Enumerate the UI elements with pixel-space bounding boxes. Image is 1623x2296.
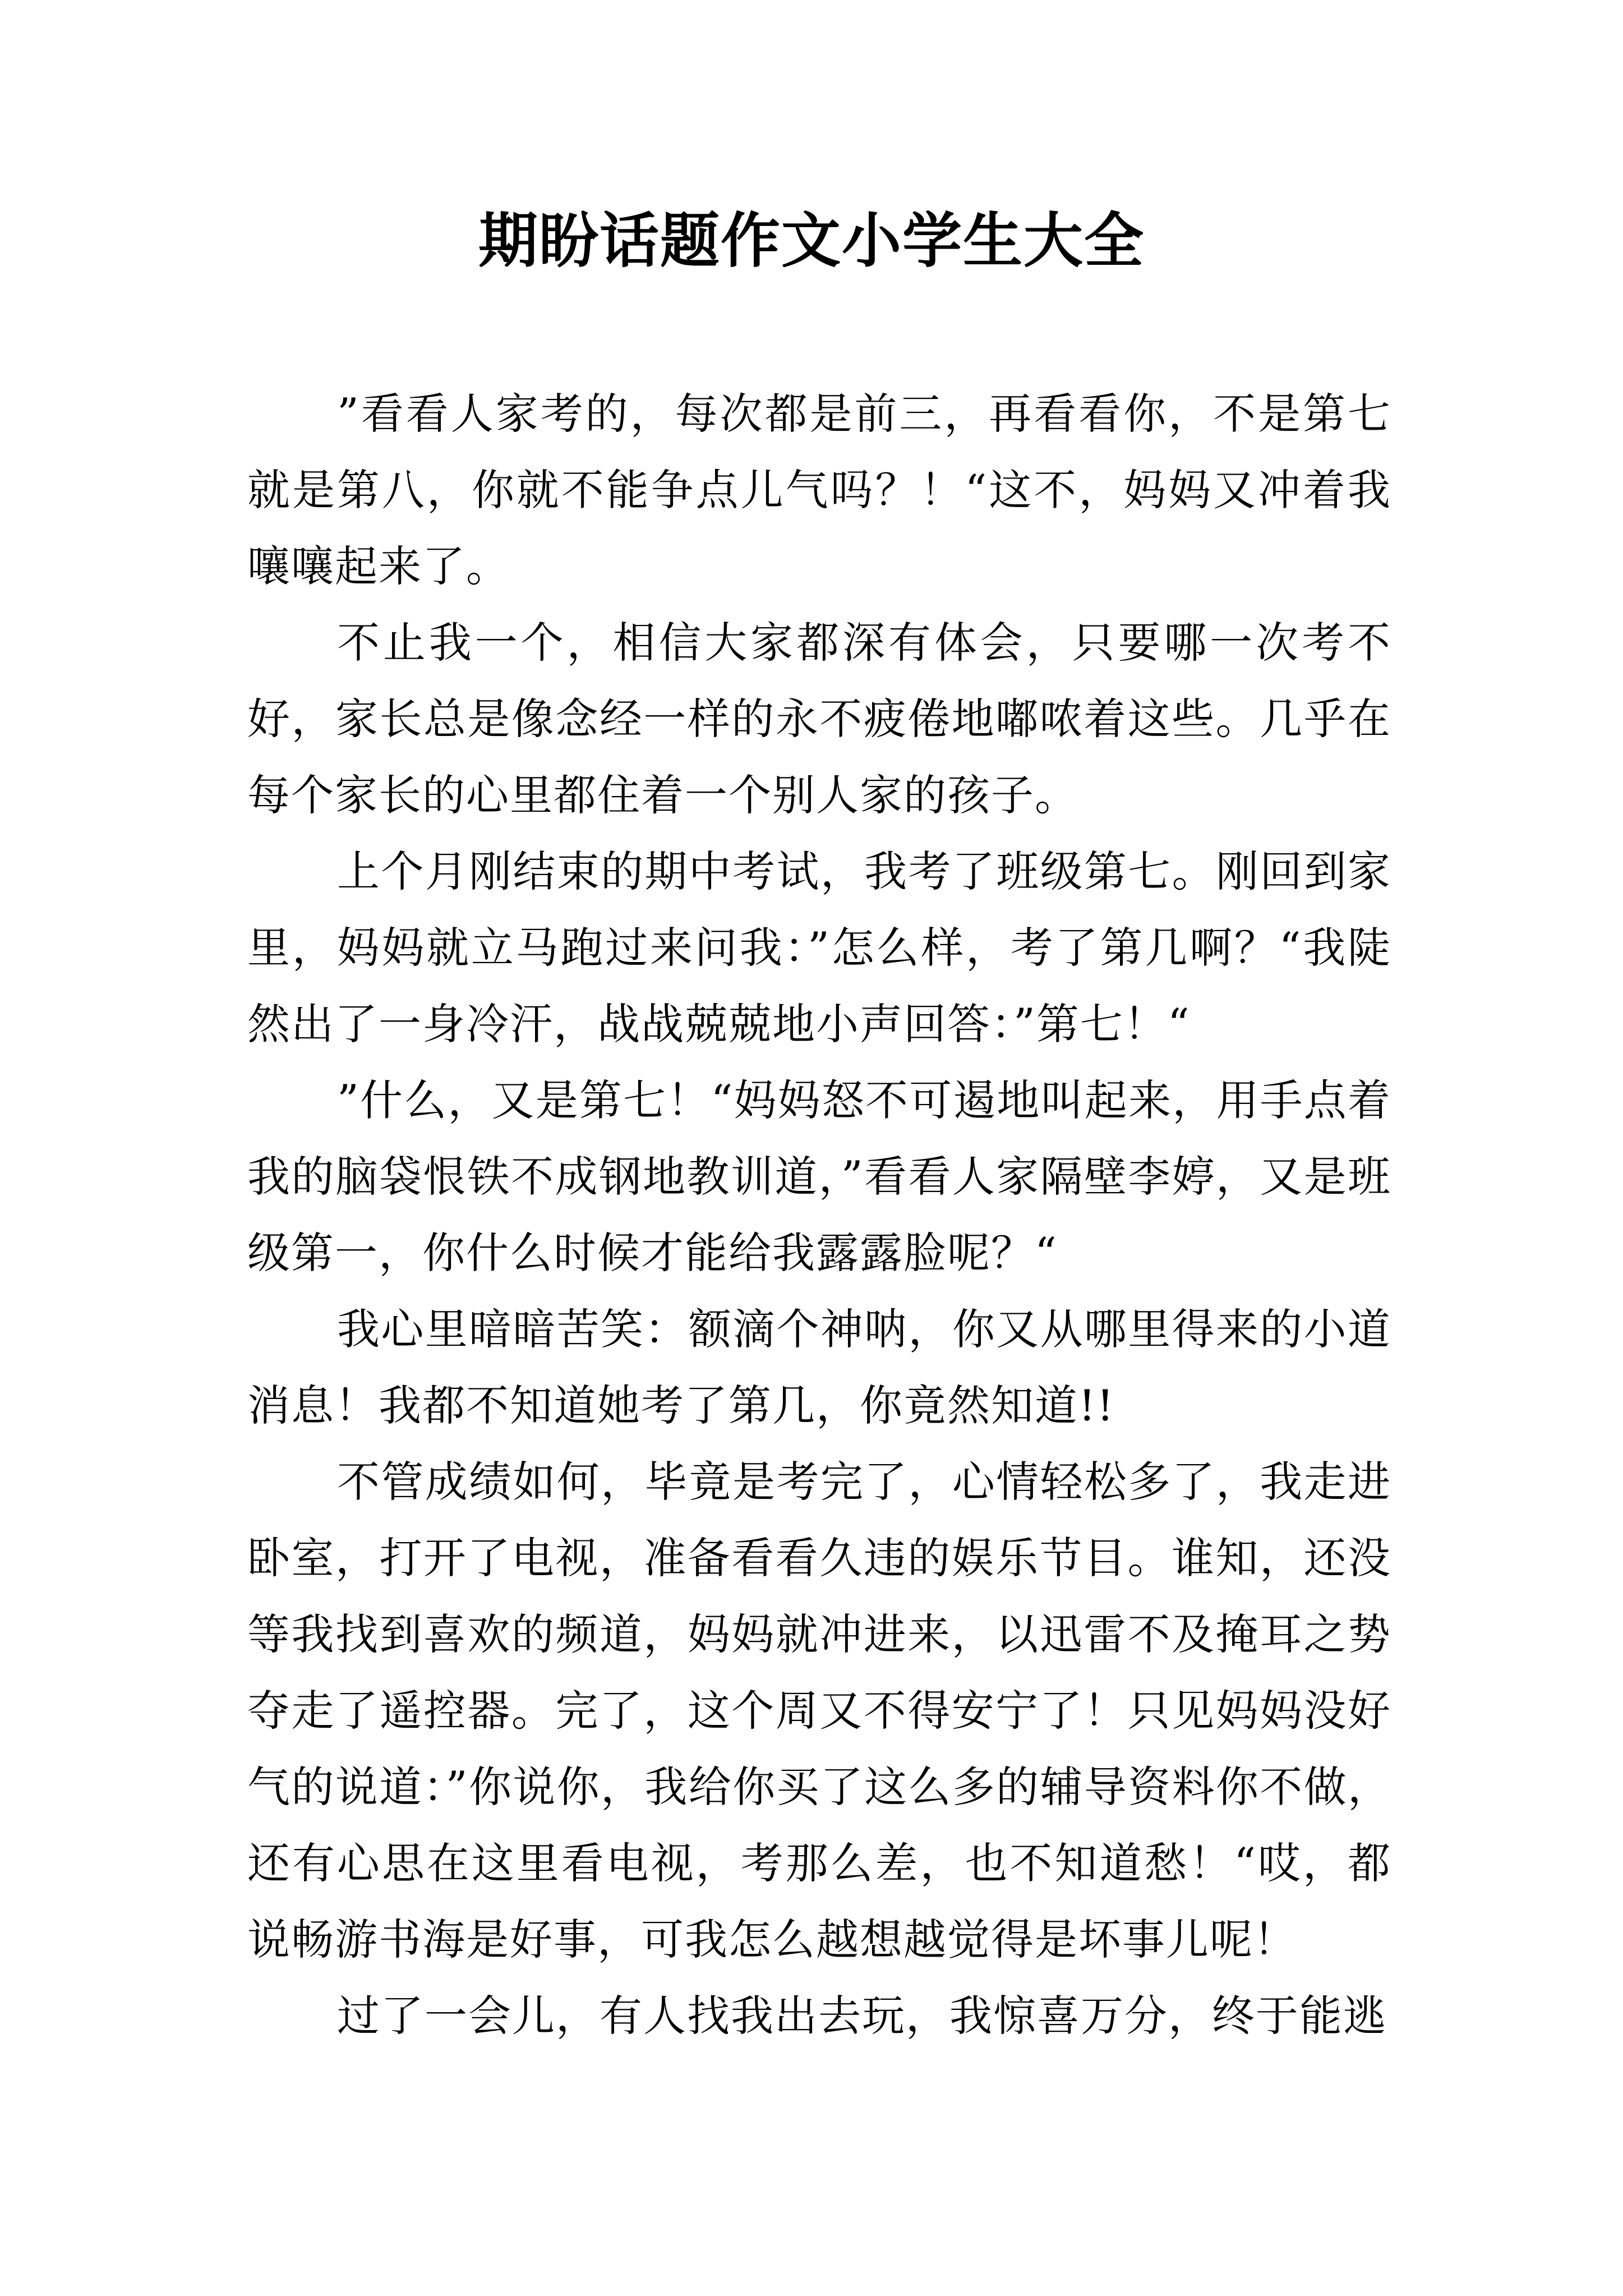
document-title: 期盼话题作文小学生大全 (478, 206, 1145, 275)
paragraph: 不管成绩如何，毕竟是考完了，心情轻松多了，我走进卧室，打开了电视，准备看看久违的娱乐节目。谁知，还没等我找到喜欢的频道，妈妈就冲进来，以迅雷不及掩耳之势夺走了遥控器。完了，这个周又不得安宁了！只见妈妈没好气的说道：”你说你，我给你买了这么多的辅导资料你不做，还有心思在这里看电视，考那么差，也不知道愁！“哎，都说畅游书海是好事，可我怎么越想越觉得是坏事儿呢！ (247, 1457, 1391, 1964)
paragraph: ”看看人家考的，每次都是前三，再看看你，不是第七就是第八，你就不能争点儿气吗？！“这不，妈妈又冲着我嚷嚷起来了。 (247, 389, 1391, 591)
paragraph: 不止我一个，相信大家都深有体会，只要哪一次考不好，家长总是像念经一样的永不疲倦地嘟哝着这些。几乎在每个家长的心里都住着一个别人家的孩子。 (247, 618, 1391, 820)
paragraph: 过了一会儿，有人找我出去玩，我惊喜万分，终于能逃 (337, 1991, 1387, 2041)
paragraph: 上个月刚结束的期中考试，我考了班级第七。刚回到家里，妈妈就立马跑过来问我：”怎么样，考了第几啊？“我陡然出了一身冷汗，战战兢兢地小声回答：”第七！“ (247, 846, 1391, 1049)
document-body (247, 376, 1391, 2054)
paragraph: 我心里暗暗苦笑：额滴个神呐，你又从哪里得来的小道消息！我都不知道她考了第几，你竟然知道!! (247, 1304, 1391, 1430)
paragraph: ”什么，又是第七！“妈妈怒不可遏地叫起来，用手点着我的脑袋恨铁不成钢地教训道，”看看人家隔壁李婷，又是班级第一，你什么时候才能给我露露脸呢？“ (247, 1075, 1391, 1278)
